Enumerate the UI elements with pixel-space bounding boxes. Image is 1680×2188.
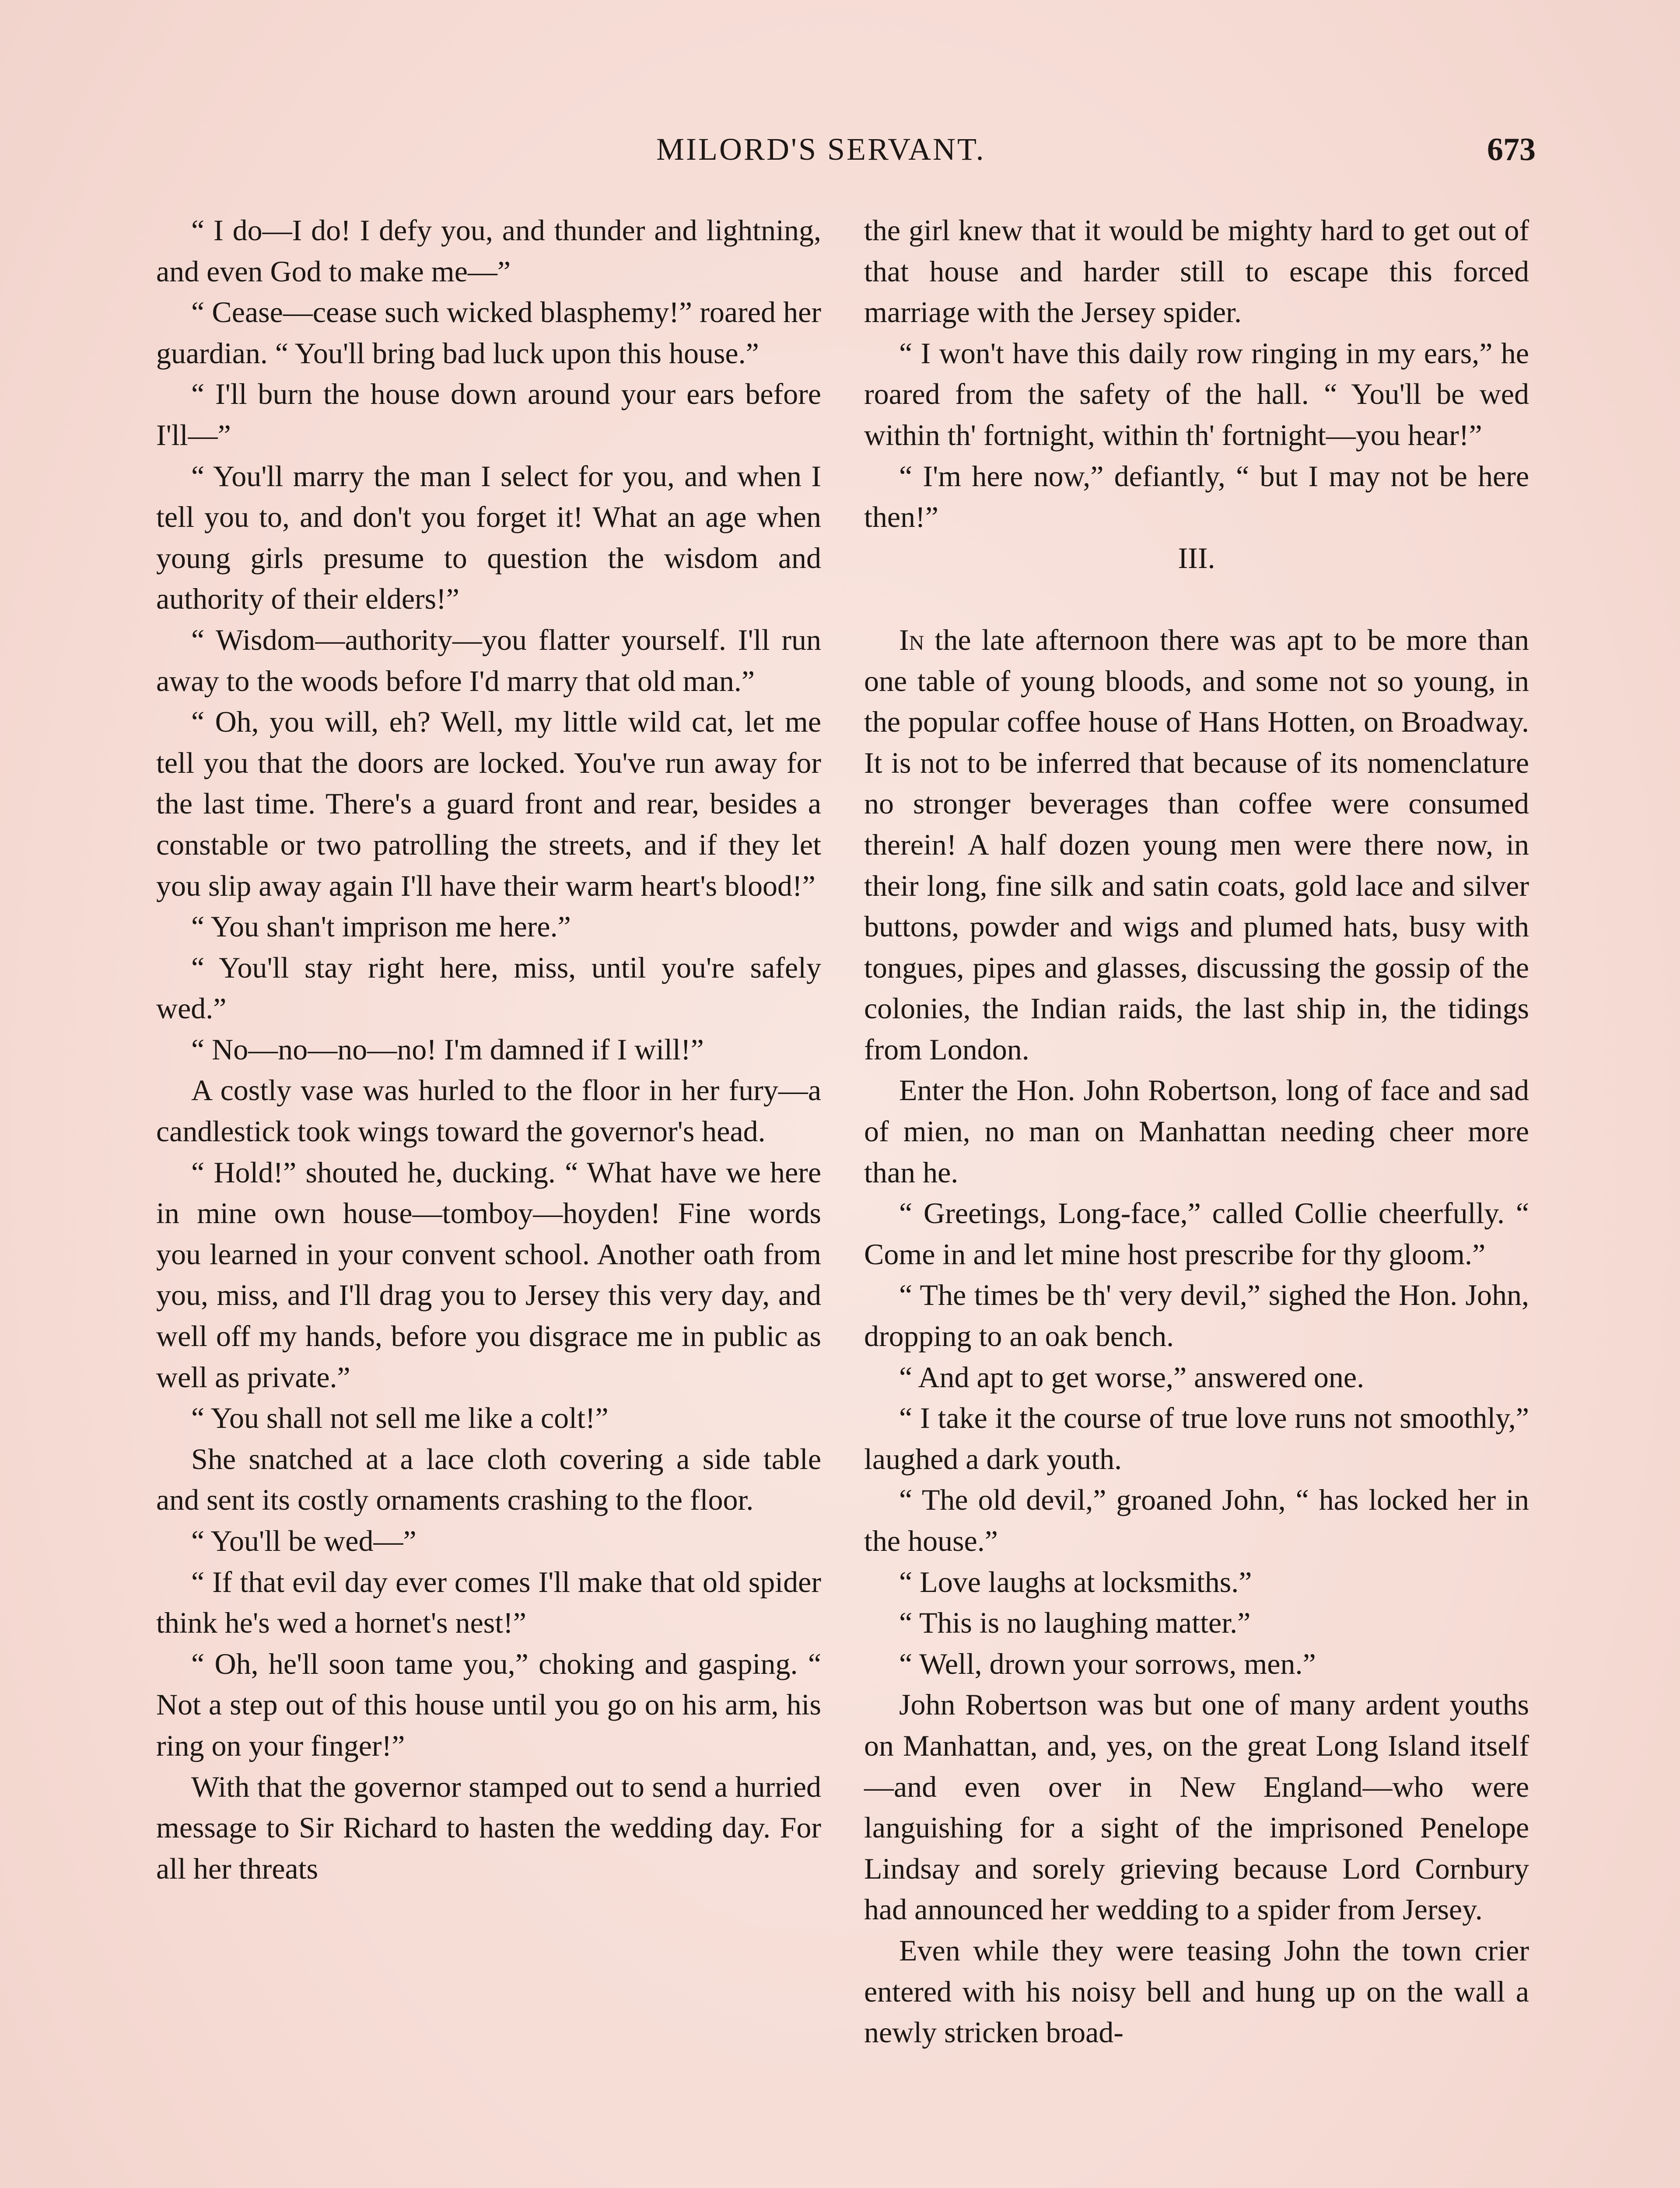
paragraph: Even while they were teasing John the town crier entered with his noisy bell and hung up on the wall a newly stricken broad-	[864, 1933, 1529, 2049]
paragraph: With that the governor stamped out to send a hurried message to Sir Richard to hasten the wedding day. For all her threats	[156, 1770, 821, 1885]
paragraph: Enter the Hon. John Robertson, long of face and sad of mien, no man on Manhattan needing cheer more than he.	[864, 1073, 1529, 1189]
paragraph: “ Hold!” shouted he, ducking. “ What have we here in mine own house—tomboy—hoyden! Fine words you learned in your convent school. Another oath from you, miss, and I'll drag you to Jersey this very day, and well off my hands, before you disgrace me in public as well as private.”	[156, 1155, 821, 1394]
paragraph: “ You shall not sell me like a colt!”	[191, 1401, 609, 1435]
paragraph: “ And apt to get worse,” answered one.	[899, 1360, 1365, 1394]
paragraph: “ You'll be wed—”	[191, 1524, 416, 1557]
paragraph: “ Oh, you will, eh? Well, my little wild cat, let me tell you that the doors are locked. You've run away for the last time. There's a guard front and rear, besides a constable or two patrolling the streets, and if they let you slip away again I'll have their warm heart's blood!”	[156, 705, 821, 902]
right-column	[864, 210, 1529, 2053]
paragraph: the girl knew that it would be mighty hard to get out of that house and harder still to escape this forced marriage with the Jersey spider.	[864, 214, 1529, 329]
paragraph: She snatched at a lace cloth covering a side table and sent its costly ornaments crashing to the floor.	[156, 1442, 821, 1517]
paragraph: “ Well, drown your sorrows, men.”	[899, 1647, 1316, 1680]
paragraph: “ No—no—no—no! I'm damned if I will!”	[191, 1032, 704, 1066]
paragraph: “ You'll marry the man I select for you, and when I tell you to, and don't you forget it! What an age when young girls presume to question the wisdom and authority of their elders!”	[156, 459, 821, 616]
page-number: 673	[1487, 132, 1536, 168]
paragraph: “ The times be th' very devil,” sighed the Hon. John, dropping to an oak bench.	[864, 1278, 1529, 1353]
paragraph: “ Oh, he'll soon tame you,” choking and gasping. “ Not a step out of this house until you go on his arm, his ring on your finger!”	[156, 1647, 821, 1762]
paragraph: “ You shan't imprison me here.”	[191, 910, 571, 943]
section-heading: III.	[1178, 541, 1215, 575]
paragraph: “ Greetings, Long-face,” called Collie cheerfully. “ Come in and let mine host prescribe for thy gloom.”	[864, 1196, 1529, 1271]
paragraph: “ I'm here now,” defiantly, “ but I may not be here then!”	[864, 459, 1529, 534]
section-lead-in: In	[899, 623, 924, 656]
section-first-paragraph	[864, 620, 1529, 1070]
paragraph: “ Love laughs at locksmiths.”	[899, 1565, 1252, 1599]
paragraph: “ The old devil,” groaned John, “ has locked her in the house.”	[864, 1483, 1529, 1557]
paragraph: “ This is no laughing matter.”	[899, 1606, 1251, 1640]
paragraph: “ Wisdom—authority—you flatter yourself. I'll run away to the woods before I'd marry that old man.”	[156, 623, 821, 698]
paragraph: “ You'll stay right here, miss, until you're safely wed.”	[156, 950, 821, 1025]
left-column	[156, 210, 821, 1889]
paragraph: “ Cease—cease such wicked blasphemy!” roared her guardian. “ You'll bring bad luck upon this house.”	[156, 295, 821, 370]
section-first-paragraph-text: the late afternoon there was apt to be more than one table of young bloods, and some not so young, in the popular coffee house of Hans Hotten, on Broadway. It is not to be inferred that because of its nomenclature no stronger beverages than coffee were consumed therein! A half dozen young men were there now, in their long, fine silk and satin coats, gold lace and silver buttons, powder and wigs and plumed hats, busy with tongues, pipes and glasses, discussing the gossip of the colonies, the Indian raids, the last ship in, the tidings from London.	[864, 623, 1529, 1066]
paragraph: “ If that evil day ever comes I'll make that old spider think he's wed a hornet's nest!”	[156, 1565, 821, 1640]
paragraph: “ I take it the course of true love runs not smoothly,” laughed a dark youth.	[864, 1401, 1529, 1476]
running-title: MILORD'S SERVANT.	[656, 132, 986, 167]
paragraph: John Robertson was but one of many ardent youths on Manhattan, and, yes, on the great Long Island itself—and even over in New England—who were languishing for a sight of the imprisoned Penelope Lindsay and sorely grieving because Lord Cornbury had announced her wedding to a spider from Jersey.	[864, 1688, 1529, 1926]
paragraph: “ I won't have this daily row ringing in my ears,” he roared from the safety of the hall. “ You'll be wed within th' fortnight, within th' fortnight—you hear!”	[864, 336, 1529, 452]
paragraph: “ I'll burn the house down around your ears before I'll—”	[156, 377, 821, 452]
paragraph: “ I do—I do! I defy you, and thunder and lightning, and even God to make me—”	[156, 214, 821, 288]
paragraph: A costly vase was hurled to the floor in her fury—a candlestick took wings toward the governor's head.	[156, 1073, 821, 1148]
